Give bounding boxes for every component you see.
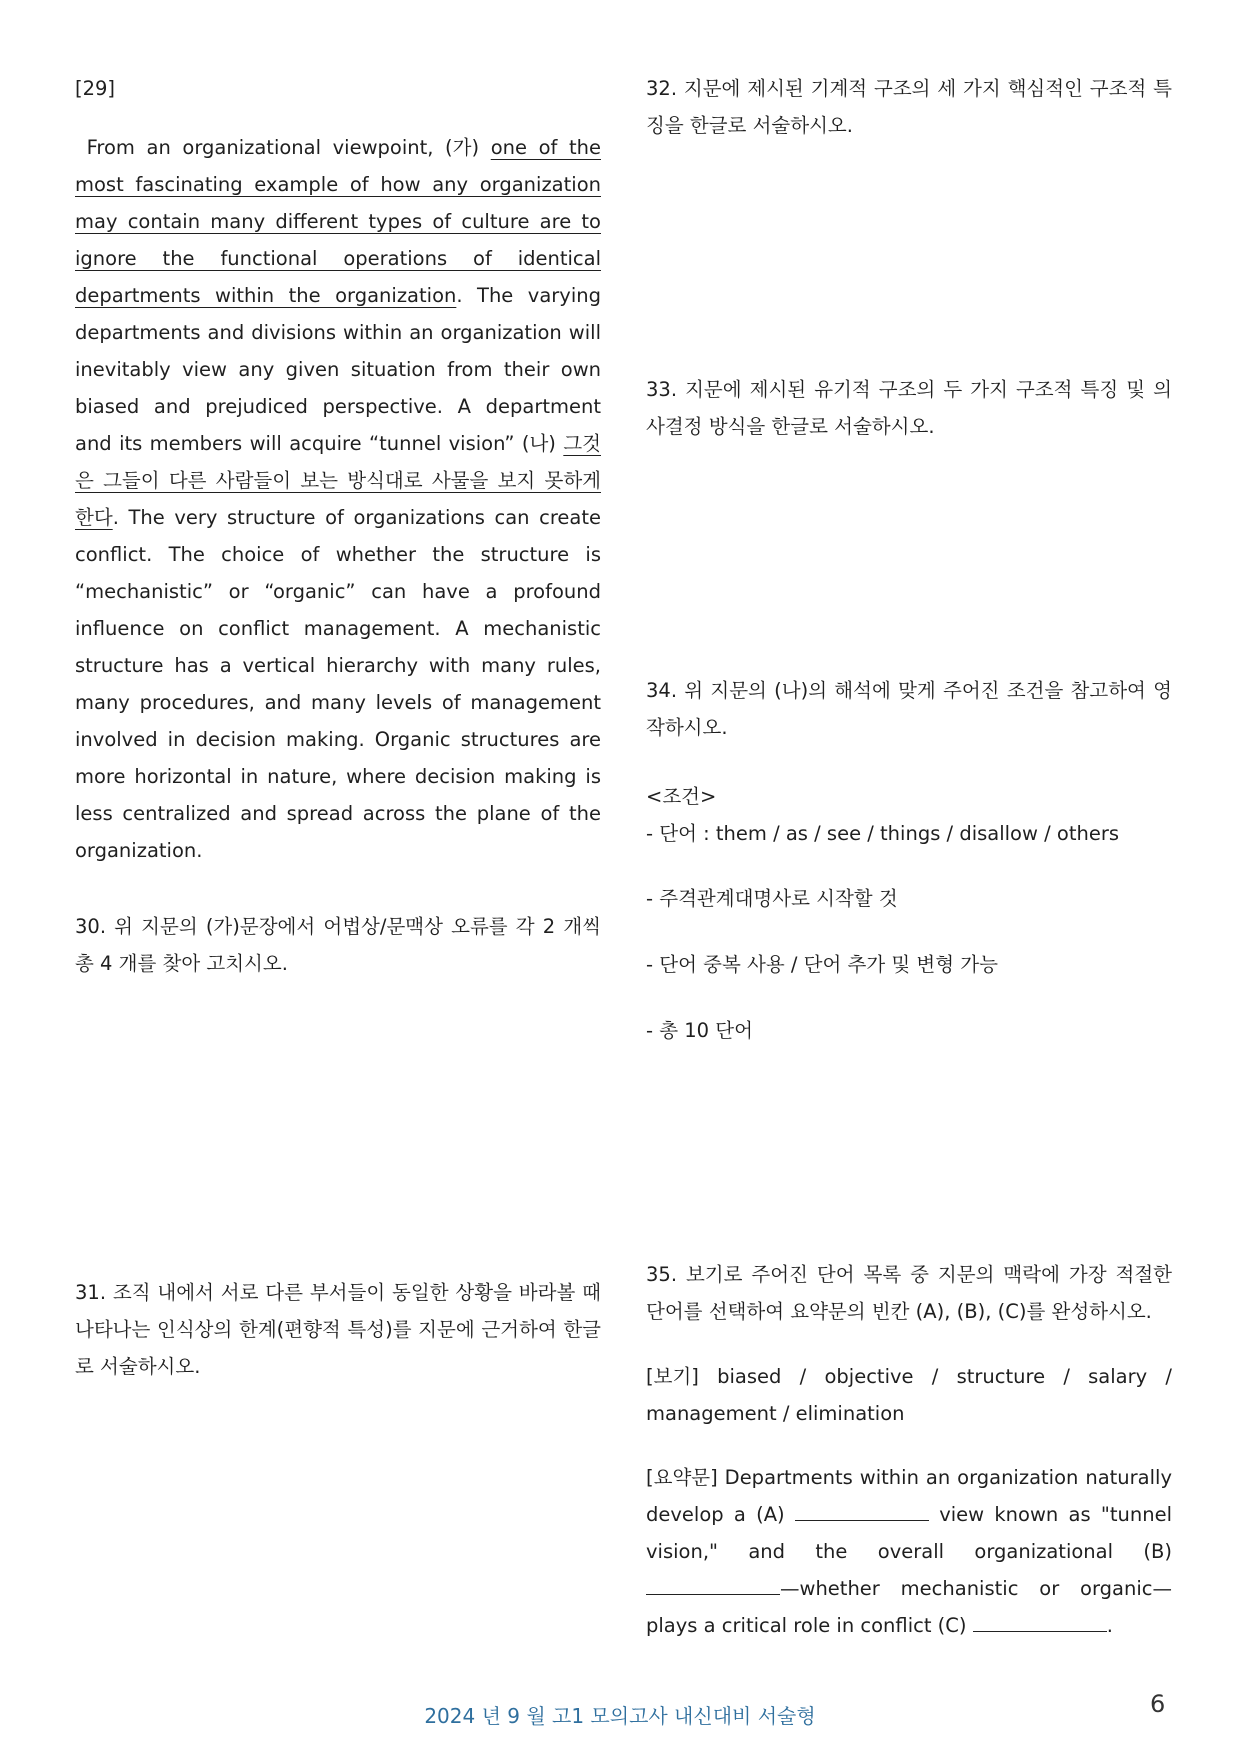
passage-tail: . The very structure of organizations can create conflict. The choice of whether the structure is “mechanistic” or “organic” can have a profound influence on conflict management. A mechanistic structure has a vertical hierarchy with many rules, many procedures, and many levels of management involved in decision making. Organic structures are more horizontal in nature, where decision making is less centralized and spread across the plane of the organization. <box>75 506 601 862</box>
condition-word-usage: - 단어 중복 사용 / 단어 추가 및 변형 가능 <box>646 953 998 976</box>
summary-text <box>646 1459 1172 1644</box>
summary-part-2: view known as "tunnel vision," and the overall organizational (B) <box>646 1503 1172 1563</box>
passage-text <box>75 129 601 869</box>
blank-b[interactable] <box>646 1576 780 1595</box>
passage-label: [29] <box>75 77 116 100</box>
question-31: 31. 조직 내에서 서로 다른 부서들이 동일한 상황을 바라볼 때 나타나는 인식상의 한계(편향적 특성)를 지문에 근거하여 한글로 서술하시오. <box>75 1281 601 1378</box>
condition-words: - 단어 : them / as / see / things / disallow / others <box>646 822 1120 845</box>
footer-title: 2024 년 9 월 고1 모의고사 내신대비 서술형 <box>424 1704 816 1728</box>
question-34: 34. 위 지문의 (나)의 해석에 맞게 주어진 조건을 참고하여 영작하시오. <box>646 679 1172 739</box>
passage-middle: . The varying departments and divisions within an organization will inevitably view any given situation from their own biased and prejudiced perspective. A department and its members will acquire “tunnel vision” (나) <box>75 284 601 455</box>
left-column <box>75 70 601 869</box>
summary-part-1: [요약문] Departments within an organization naturally develop a (A) <box>646 1466 1172 1526</box>
summary-part-4: . <box>1106 1614 1113 1637</box>
question-33: 33. 지문에 제시된 유기적 구조의 두 가지 구조적 특징 및 의사결정 방식을 한글로 서술하시오. <box>646 378 1172 438</box>
summary-part-3: —whether mechanistic or organic—plays a critical role in conflict (C) <box>646 1577 1172 1637</box>
condition-relative-pronoun: - 주격관계대명사로 시작할 것 <box>646 887 898 910</box>
blank-a[interactable] <box>795 1502 929 1521</box>
passage-underlined-na: 그것은 그들이 다른 사람들이 보는 방식대로 사물을 보지 못하게 한다 <box>75 432 601 529</box>
passage-lead: From an organizational viewpoint, (가) <box>75 136 491 159</box>
passage-underlined-ga: one of the most fascinating example of how any organization may contain many different types of culture are to ignore the functional operations of identical departments within the organization <box>75 136 601 307</box>
question-32: 32. 지문에 제시된 기계적 구조의 세 가지 핵심적인 구조적 특징을 한글로 서술하시오. <box>646 77 1172 137</box>
condition-word-count: - 총 10 단어 <box>646 1019 753 1042</box>
page-number: 6 <box>1150 1690 1166 1718</box>
conditions-title: <조건> <box>646 785 717 808</box>
question-30: 30. 위 지문의 (가)문장에서 어법상/문맥상 오류를 각 2 개씩 총 4 개를 찾아 고치시오. <box>75 915 601 975</box>
question-35: 35. 보기로 주어진 단어 목록 중 지문의 맥락에 가장 적절한 단어를 선택하여 요약문의 빈칸 (A), (B), (C)를 완성하시오. <box>646 1263 1172 1323</box>
bogi-word-list: [보기] biased / objective / structure / salary / management / elimination <box>646 1365 1172 1425</box>
blank-c[interactable] <box>973 1613 1107 1632</box>
